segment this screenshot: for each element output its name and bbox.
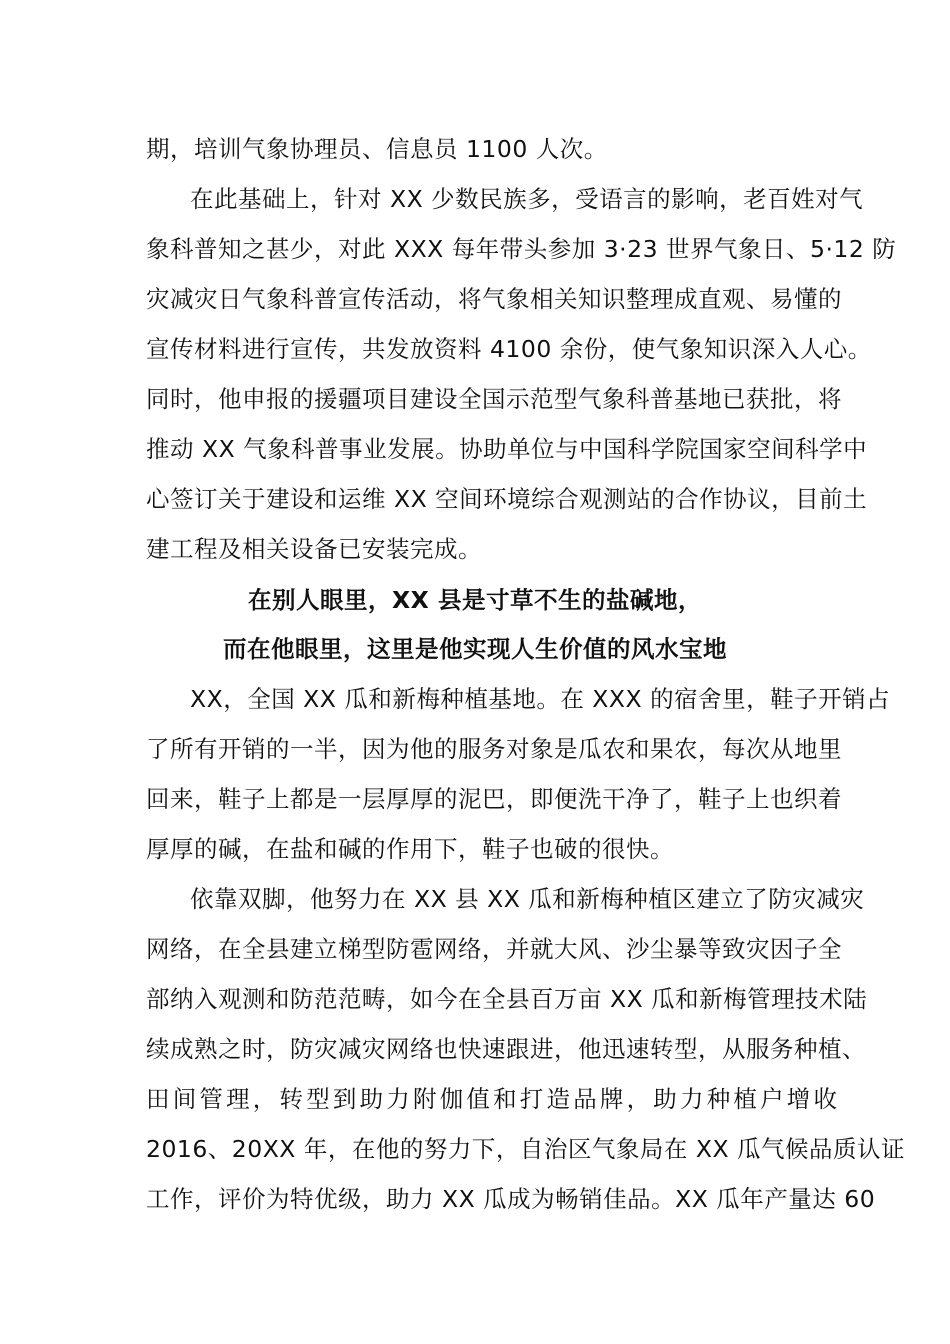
paragraph-4-line-2: 网络，在全县建立梯型防雹网络，并就大风、沙尘暴等致灾因子全: [146, 935, 842, 963]
paragraph-2-line-3: 灾减灾日气象科普宣传活动，将气象相关知识整理成直观、易懂的: [146, 285, 842, 313]
paragraph-3-line-3: 回来，鞋子上都是一层厚厚的泥巴，即便洗干净了，鞋子上也织着: [146, 785, 842, 813]
paragraph-1-line-1: 期，培训气象协理员、信息员 1100 人次。: [146, 135, 608, 163]
paragraph-2-line-7: 心签订关于建设和运维 XX 空间环境综合观测站的合作协议，目前土: [146, 485, 868, 513]
paragraph-4-line-3: 部纳入观测和防范范畴，如今在全县百万亩 XX 瓜和新梅管理技术陆: [146, 985, 868, 1013]
paragraph-2-line-5: 同时，他申报的援疆项目建设全国示范型气象科普基地已获批，将: [146, 385, 842, 413]
paragraph-2-line-1: 在此基础上，针对 XX 少数民族多，受语言的影响，老百姓对气: [190, 185, 864, 213]
paragraph-4-line-4: 续成熟之时，防灾减灾网络也快速跟进，他迅速转型，从服务种植、: [146, 1035, 866, 1063]
section-heading-line-1: 在别人眼里，XX 县是寸草不生的盐碱地，: [248, 586, 702, 614]
paragraph-3-line-2: 了所有开销的一半，因为他的服务对象是瓜农和果农，每次从地里: [146, 735, 842, 763]
paragraph-4-line-5: 田间管理，转型到助力附伽值和打造品牌，助力种植户增收: [146, 1085, 841, 1113]
paragraph-2-line-4: 宣传材料进行宣传，共发放资料 4100 余份，使气象知识深入人心。: [146, 335, 872, 363]
paragraph-2-line-2: 象科普知之甚少，对此 XXX 每年带头参加 3·23 世界气象日、5·12 防: [146, 235, 897, 263]
paragraph-3-line-4: 厚厚的碱，在盐和碱的作用下，鞋子也破的很快。: [146, 835, 674, 863]
paragraph-2-line-8: 建工程及相关设备已安装完成。: [146, 535, 482, 563]
paragraph-3-line-1: XX，全国 XX 瓜和新梅种植基地。在 XXX 的宿舍里，鞋子开销占: [190, 685, 891, 713]
paragraph-2-line-6: 推动 XX 气象科普事业发展。协助单位与中国科学院国家空间科学中: [146, 435, 868, 463]
paragraph-4-line-7: 工作，评价为特优级，助力 XX 瓜成为畅销佳品。XX 瓜年产量达 60: [146, 1185, 876, 1213]
paragraph-4-line-1: 依靠双脚，他努力在 XX 县 XX 瓜和新梅种植区建立了防灾减灾: [190, 885, 865, 913]
paragraph-4-line-6: 2016、20XX 年，在他的努力下，自治区气象局在 XX 瓜气候品质认证: [146, 1135, 906, 1163]
section-heading-line-2: 而在他眼里，这里是他实现人生价值的风水宝地: [223, 635, 727, 663]
